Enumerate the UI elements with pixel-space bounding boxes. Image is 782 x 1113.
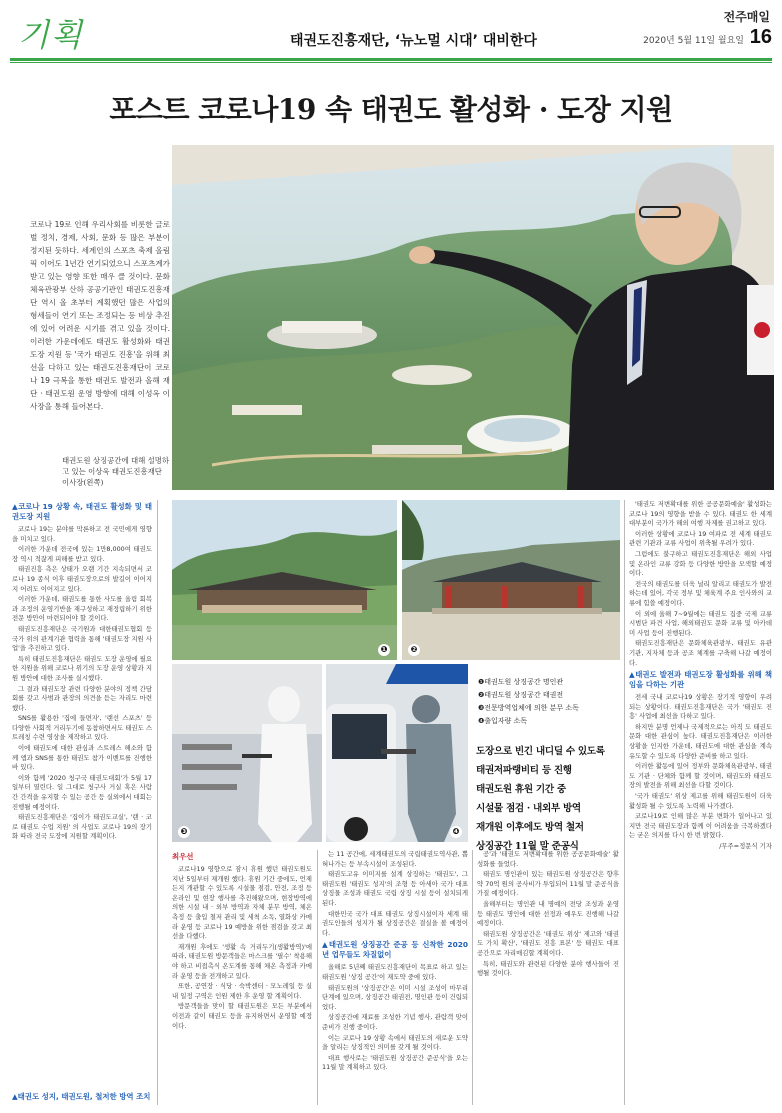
header-title: 태권도진흥재단, ‘뉴노멀 시대’ 대비한다 [290,33,537,49]
photo-disinfection-spray [172,664,322,842]
paragraph: 코로나 19는 분야를 막론하고 전 국민에게 영향을 미치고 있다. [12,525,152,543]
paragraph: 이와 함께 '2020 청구국 태권도대회'가 5월 17일부터 열린다. 일 그대로 청구사 거실 혹은 사람 간 간격을 유지할 수 있는 공간 등 실외에서 대회는 진행될 예정이다. [12,773,152,811]
sub-headline-line: 도장으로 빈긴 내디딜 수 있도록 [476,746,605,757]
photo-legend-item: ❸전문방역업체에 의한 분무 소독 [478,704,579,712]
sub-headline [476,742,626,856]
paragraph: 특히 태권도진흥재단은 태권도 도장 운영에 필요한 지원을 위해 코로나 위기의 도장 운영 상황과 지원 방안에 대한 조사를 실시했다. [12,654,152,682]
photo-number-4: ❹ [450,826,462,838]
paragraph: 공'과 '태권도 저변확대를 위한 공공문화예술' 활성화를 들었다. [477,850,619,868]
header-rule [10,58,772,61]
paragraph: 또한, 공연장 · 식당 · 숙박센터 · 모노레일 등 실내 일정 구역은 인원 제한 후 운영 할 계획이다. [172,982,312,1000]
paper-name: 전주매일 [723,10,770,24]
paragraph: 전국의 태권도를 더욱 널리 알리고 태권도가 발전하는데 있어, 각국 정부 및 체육계 주요 인사와의 교류에 힘쓸 예정이다. [629,579,772,607]
paragraph: 코로나19 영향으로 잠시 휴원 했던 태권도원도 지난 5일부터 재개원 했다. 휴원 기간 중에도, 언제든지 개관할 수 있도록 시설물 점검, 안전, 조정 등 온라인 및 현장 행사를 추진해왔으며, 현장방역에 의한 시설 내 · 외부 방역과 자체 분무 방역, 체온 측정 등 출입 철저 관리 및 세척 소독, 열화상 카메라 운영 등 코로나 19 예방을 위한 점검을 갖고 최선을 다했다. [172,865,312,941]
article-column-5 [629,500,772,1105]
sub-headline-line: 태권저파랭비티 등 진행 [476,765,572,776]
paragraph: 전세 국내 코로나19 상황은 장기적 영향이 우려되는 상황이다. 태권도진흥재단은 국가 '태권도 진흥' 사업에 최선을 다하고 있다. [629,693,772,721]
headline: 포스트 코로나19 속 태권도 활성화 · 도장 지원 [109,93,673,126]
sub-headline-line: 태권도원 휴원 기간 중 [476,784,566,795]
photo-myeonginkwan [172,500,397,660]
paragraph: 특히, 태권도와 관련된 다양한 분야 행사들이 진행될 것이다. [477,959,619,978]
subhead-quarantine: ▲태권도 성지, 태권도원, 철저한 방역 조치 [12,1092,151,1101]
column-divider [317,850,318,1105]
paragraph: 그 결과 태권도장 관련 다양한 분야의 정책 간담회를 갖고 사범과 관장의 의견을 듣는 자리도 마련했다. [12,684,152,712]
photo-myeonginkwan-image [172,500,397,660]
sub-headline-line: 상징공간 11월 말 준공식 [476,841,579,852]
sub-headline-line: 재개원 이후에도 방역 철저 [476,822,584,833]
byline: /무주=정문식 기자 [719,842,772,850]
header-rule-thin [10,62,772,63]
article-column-2 [172,850,312,1105]
subhead-responsibility: ▲태권도 발전과 태권도장 활성화를 위해 책임을 다하는 기관 [629,670,772,690]
paragraph: 이는 코로나 19 상황 속에서 태권도의 새로운 도약을 알리는 상징적인 의미를 갖게 될 것이다. [322,1033,468,1052]
subhead-priority: 최우선 [172,852,194,861]
photo-taekwonjeon-image [402,500,620,660]
photo-vehicle-disinfection [326,664,468,842]
paragraph: 태권도진흥재단은 문화체육관광부, 태권도 유관기관, 지자체 등과 공조 체계를 구축해 나갈 예정이다. [629,639,772,667]
paragraph: 이러한 활동에 있어 정부와 문화체육관광부, 태권도 기관 · 단체와 함께 할 것이며, 태권도와 태권도장의 발전을 위해 최선을 다할 것이다. [629,762,772,790]
masthead [0,0,782,64]
paragraph: 그럼에도 불구하고 태권도진흥재단은 해외 사업 및 온라인 교류 강화 등 다양한 방안을 모색할 예정이다. [629,549,772,578]
paragraph: 상징공간에 재료를 조성한 기념 행사, 관람객 맞이 준비가 진행 중이다. [322,1013,468,1031]
main-photo-caption: 태권도원 상징공간에 대해 설명하고 있는 이상욱 태권도진흥재단 이사장(왼쪽) [62,456,170,487]
photo-legend-item: ❷태권도원 상징공간 태권전 [478,691,564,699]
paragraph: 하지만 분명 언제나 국제적으로는 아직 도 태권도 문화 대한 관심이 높다. 태권도진흥재단은 이러한 상황을 인지한 가운데, 태권도에 대한 관심을 계속 유도할 수 있도록 다양한 준비를 하고 있다. [629,722,772,760]
paragraph: '태권도 저변확대를 위한 공공문화예술' 활성화는 코로나 19의 영향을 받을 수 있다. 태권도 한 세계 대부분이 국가가 해외 여행 자제를 권고하고 있다. [629,500,772,528]
subhead-symbol-space: ▲태권도원 상징공간 준공 등 신착한 2020년 업무들도 차질없이 [322,940,468,960]
paragraph: 방문객들을 맞이 할 태권도원은 모든 부분에서 이전과 같이 태권도 등을 유지하면서 운영할 예정이다. [172,1002,312,1030]
main-photo-illustration [172,145,774,490]
paragraph: 올해로 5년째 태권도진흥재단이 목표로 하고 있는 태권도원 '상징 공간'이 재도약 중에 있다. [322,963,468,981]
main-photo [172,145,774,490]
photo-legend-item: ❹출입자량 소독 [478,717,528,725]
column-divider [157,500,158,1105]
paragraph: SNS를 활용한 '집에 들면자', '랜선 스포츠' 등 다양한 사회적 거리두기에 동참하면서도 태권도 스트레칭 수련 영상을 제작하고 있다. [12,714,152,742]
paragraph: 이러한 상황에 코로나 19 여파로 전 세계 태권도 관련 기관과 교류 사업이 위축될 우려가 있다. [629,529,772,548]
paragraph: 코로나19로 인해 많은 부분 변화가 일어나고 있지만 전국 태권도장과 함께 이 어려움을 극복하겠다는 굳은 의지를 다시 한 번 밝혔다. [629,812,772,840]
photo-taekwonjeon [402,500,620,660]
photo-number-2: ❷ [408,644,420,656]
paragraph: 는 11 공간에, 세계태권도의 국립태권도역사관, 뽑혀나가는 등 부속시설이 조성된다. [322,850,468,868]
paragraph: 태권도원 상징공간은 '태권도 위상' 제고와 '태권도 가치 확산', '태권도 진흥 표본' 등 태권도 대표 공간으로 자리매김할 계획이다. [477,929,619,957]
paragraph: 이러한 가운데, 태권도를 통한 사도를 올림 회복과 조정의 운영기반을 재구성하고 재정립하기 위한 전문 방안이 마련되어야 할 것이다. [12,595,152,623]
paragraph: 대한민국 국가 대표 태권도 상징시설이자 세계 태권도인들의 성지가 될 상징공간은 결실을 볼 예정이다. [322,909,468,937]
photo-number-1: ❶ [378,644,390,656]
article-column-3 [322,850,468,1105]
page-number: 16 [749,26,772,48]
sub-headline-line: 시설물 점검 · 내외부 방역 [476,803,581,814]
column-divider [472,850,473,1105]
paragraph: 태권도진흥재단은 국기원과 대한태권도협회 등 국가 위의 관계기관 협력을 통해 '태권도장 지원 사업'을 추진하고 있다. [12,624,152,653]
paragraph: 이 외에 올해 7~9월에는 태권도 집중 국제 교류 시범단 파견 사업, 해외태권도 문화 교류 및 아카데미 사업 등이 진행된다. [629,609,772,637]
paragraph: 이러한 가운데 전국에 있는 1만8,000여 태권도장 역시 적잖게 피해를 받고 있다. [12,545,152,563]
paragraph: 태권진흥 측은 상태가 오랜 기간 지속되면서 코로나 19 종식 이후 태권도장으로의 발길이 이어지지 어려도 이어지고 있다. [12,565,152,593]
photo-number-3: ❸ [178,826,190,838]
paragraph: 태권도고유 이미지를 설계 상징하는 '태권도', 그 태권도원 '태권도 성지'의 조형 등 아세아 국가 대표 상징물 조성과 태권도 국립 상징 시설 등이 설치되게 된다. [322,870,468,907]
article-column-4 [477,850,619,1105]
paragraph: 대표 행사로는 '태권도원 상징공간 준공식'을 오는 11월 말 계획하고 있다. [322,1053,468,1072]
subhead-tkd-support: ▲코로나 19 상황 속, 태권도 활성화 및 태권도장 지원 [12,502,152,521]
photo-vehicle-disinfection-image [326,664,468,842]
paragraph: 태권도원의 '상징공간'은 이미 시설 조성이 마무리 단계에 있으며, 상징공간 태권전, 명인관 등이 건립되었다. [322,983,468,1011]
issue-date: 2020년 5월 11일 월요일 [643,36,744,46]
paragraph: 재개원 후에도 '생활 속 거리두기(생활방역)'에 따라, 태권도원 방문객들은 마스크를 '필수' 착용해야 하고 비접촉식 온도계를 통해 체온 측정과 카메라 운영 등을 전개하고 있다. [172,942,312,980]
paragraph: 태권도 명인관이 있는 태권도원 상징공간은 향후 약 70억 원의 공사비가 투입되어 11월 말 준공식을 가질 예정이다. [477,870,619,898]
paragraph: 태권도진흥재단은 '집이가 태권도교실', '랜 · 코로 태권도 수업 지원' 의 사업도 코로나 19의 장기화 따라 전국 도장에 지원할 계획이다. [12,813,152,841]
photo-disinfection-spray-image [172,664,322,842]
paragraph: 이에 태권도에 대한 관심과 스트레스 해소와 함께 앱과 SNS를 통한 태권도 참가 이벤트를 진행한 바 있다. [12,744,152,772]
photo-intro-text: 코로나 19로 인해 우리사회를 비롯한 글로벌 정치, 경제, 사회, 문화 등 많은 부분이 정지된 듯하다. 세계인의 스포츠 축제 올림픽 이어도 1년간 연기되었으니 스포츠계가 받고 있는 영향 또한 매우 클 것이다. 문화체육관광부 산하 공공기관인 태권도진흥재단 역시 올 초부터 계획했던 많은 사업의 형세들이 연기 또는 조정되는 등 비상 추진에 있어 어려운 시기를 겪고 있을 것이다. 이러한 가운데에도 태권도 활성화와 태권도장 지원 등 '국가 태권도 진흥'을 위해 최선을 다하고 있는 태권도진흥재단이 코로나 19 극복을 통한 태권도 발전과 올해 재단 · 태권도원 운영 방향에 대해 이성옥 이사장을 통해 들어본다. [30,220,170,411]
paragraph: 올해부터는 명인관 내 명예의 전당 조성과 운영 등 태권도 명인에 대한 선정과 예우도 진행해 나갈 예정이다. [477,899,619,928]
article-column-1 [12,500,152,1105]
photo-legend-item: ❶태권도원 상징공간 명인관 [478,678,564,686]
paragraph: '국가 태권도' 위상 제고를 위해 태권도원이 더욱 활성화 될 수 있도록 노력해 나가겠다. [629,792,772,810]
column-divider [624,500,625,1105]
section-logo: 기획 [18,16,84,54]
photo-legend [478,676,618,728]
